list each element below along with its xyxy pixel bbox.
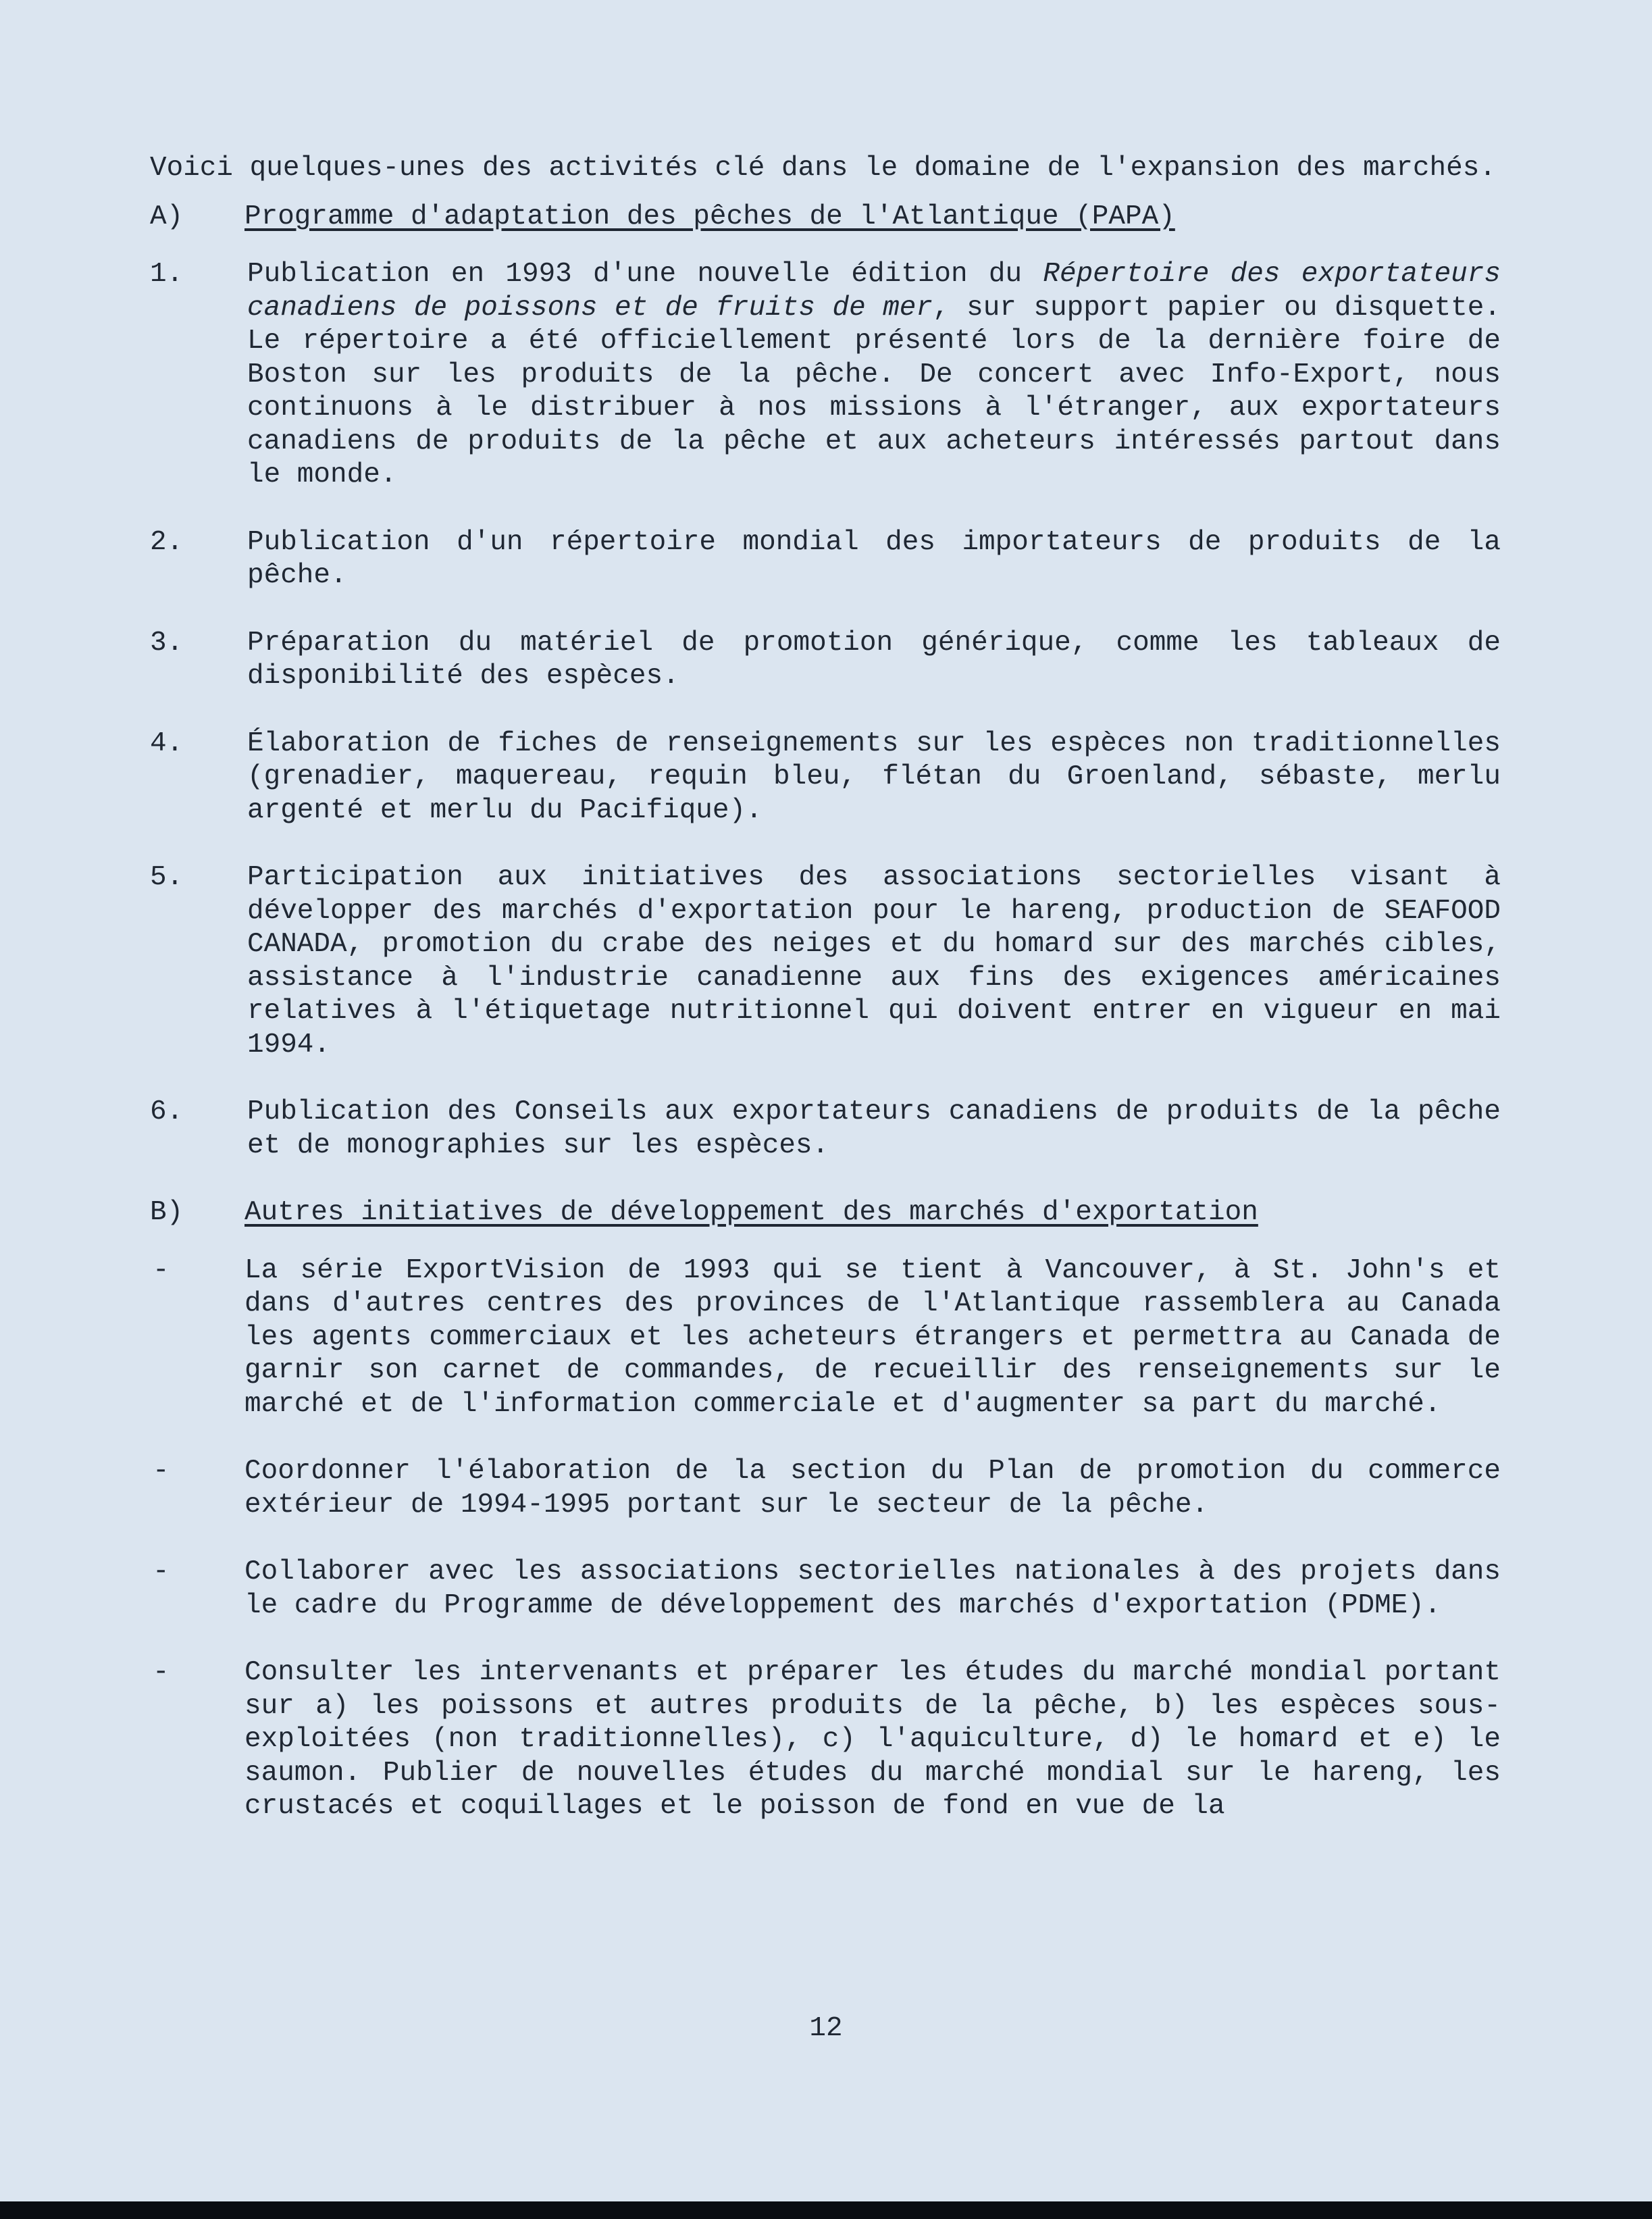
- item-marker: 2.: [150, 526, 184, 558]
- item-marker: 4.: [150, 728, 184, 759]
- item-text: Publication d'un répertoire mondial des importateurs de produits de la pêche.: [247, 526, 1501, 591]
- list-item-1: [150, 258, 1501, 492]
- item-text: Publication en 1993 d'une nouvelle édition du Répertoire des exportateurs canadiens de poissons et de fruits de mer, sur support papier ou disquette. Le répertoire a été officiellement présenté lors de la dernière foire de Boston sur les produits de la pêche. De concert avec Info-Export, nous continuons à le distribuer à nos missions à l'étranger, aux exportateurs canadiens de produits de la pêche et aux acheteurs intéressés partout dans le monde.: [247, 259, 1501, 490]
- item-marker: 5.: [150, 862, 184, 893]
- bullet-marker: -: [153, 1456, 170, 1487]
- list-item-6: [150, 1096, 1501, 1163]
- scan-bottom-edge: [0, 2201, 1652, 2219]
- section-a-title: Programme d'adaptation des pêches de l'Atlantique (PAPA): [244, 201, 1175, 232]
- bullet-item-2: [150, 1455, 1501, 1522]
- list-item-4: [150, 728, 1501, 828]
- bullet-item-4: [150, 1656, 1501, 1824]
- bullet-item-1: [150, 1254, 1501, 1422]
- intro-paragraph: Voici quelques-unes des activités clé dans le domaine de l'expansion des marchés.: [150, 153, 1496, 184]
- page-content: [150, 152, 1501, 1858]
- section-a-heading: [150, 201, 1501, 234]
- section-b-title: Autres initiatives de développement des marchés d'exportation: [244, 1197, 1258, 1228]
- item-text: Collaborer avec les associations sectorielles nationales à des projets dans le cadre du Programme de développement des marchés d'exportation (PDME).: [244, 1556, 1501, 1621]
- bullet-marker: -: [153, 1657, 170, 1688]
- page-number: 12: [809, 2013, 843, 2044]
- item-text: La série ExportVision de 1993 qui se tient à Vancouver, à St. John's et dans d'autres centres des provinces de l'Atlantique rassemblera au Canada les agents commerciaux et les acheteurs étrangers et permettra au Canada de garnir son carnet de commandes, de recueillir des renseignements sur le marché et de l'information commerciale et d'augmenter sa part du marché.: [244, 1254, 1501, 1420]
- list-item-2: [150, 526, 1501, 593]
- bullet-item-3: [150, 1556, 1501, 1623]
- item-text: Coordonner l'élaboration de la section du Plan de promotion du commerce extérieur de 1994-1995 portant sur le secteur de la pêche.: [244, 1456, 1501, 1521]
- item-marker: 1.: [150, 259, 184, 290]
- item-marker: 6.: [150, 1096, 184, 1127]
- bullet-marker: -: [153, 1556, 170, 1587]
- list-item-5: [150, 861, 1501, 1062]
- bullet-marker: -: [153, 1254, 170, 1286]
- item-text: Publication des Conseils aux exportateurs canadiens de produits de la pêche et de monographies sur les espèces.: [247, 1096, 1501, 1161]
- section-b-label: B): [150, 1197, 184, 1228]
- item-text: Participation aux initiatives des associations sectorielles visant à développer des marchés d'exportation pour le hareng, production de SEAFOOD CANADA, promotion du crabe des neiges et du homard sur des marchés cibles, assistance à l'industrie canadienne aux fins des exigences américaines relatives à l'étiquetage nutritionnel qui doivent entrer en vigueur en mai 1994.: [247, 862, 1501, 1061]
- list-item-3: [150, 627, 1501, 694]
- item-text: Élaboration de fiches de renseignements sur les espèces non traditionnelles (grenadier, maquereau, requin bleu, flétan du Groenland, sébaste, merlu argenté et merlu du Pacifique).: [247, 728, 1501, 826]
- section-a-label: A): [150, 201, 184, 232]
- section-b-heading: [150, 1196, 1501, 1230]
- directory-title: Répertoire des exportateurs canadiens de poissons et de fruits de mer: [247, 259, 1501, 324]
- item-text: Consulter les intervenants et préparer les études du marché mondial portant sur a) les poissons et autres produits de la pêche, b) les espèces sous-exploitées (non traditionnelles), c) l'aquiculture, d) le homard et e) le saumon. Publier de nouvelles études du marché mondial sur le hareng, les crustacés et coquillages et le poisson de fond en vue de la: [244, 1657, 1501, 1822]
- item-marker: 3.: [150, 627, 184, 659]
- item-text: Préparation du matériel de promotion générique, comme les tableaux de disponibilité des espèces.: [247, 627, 1501, 692]
